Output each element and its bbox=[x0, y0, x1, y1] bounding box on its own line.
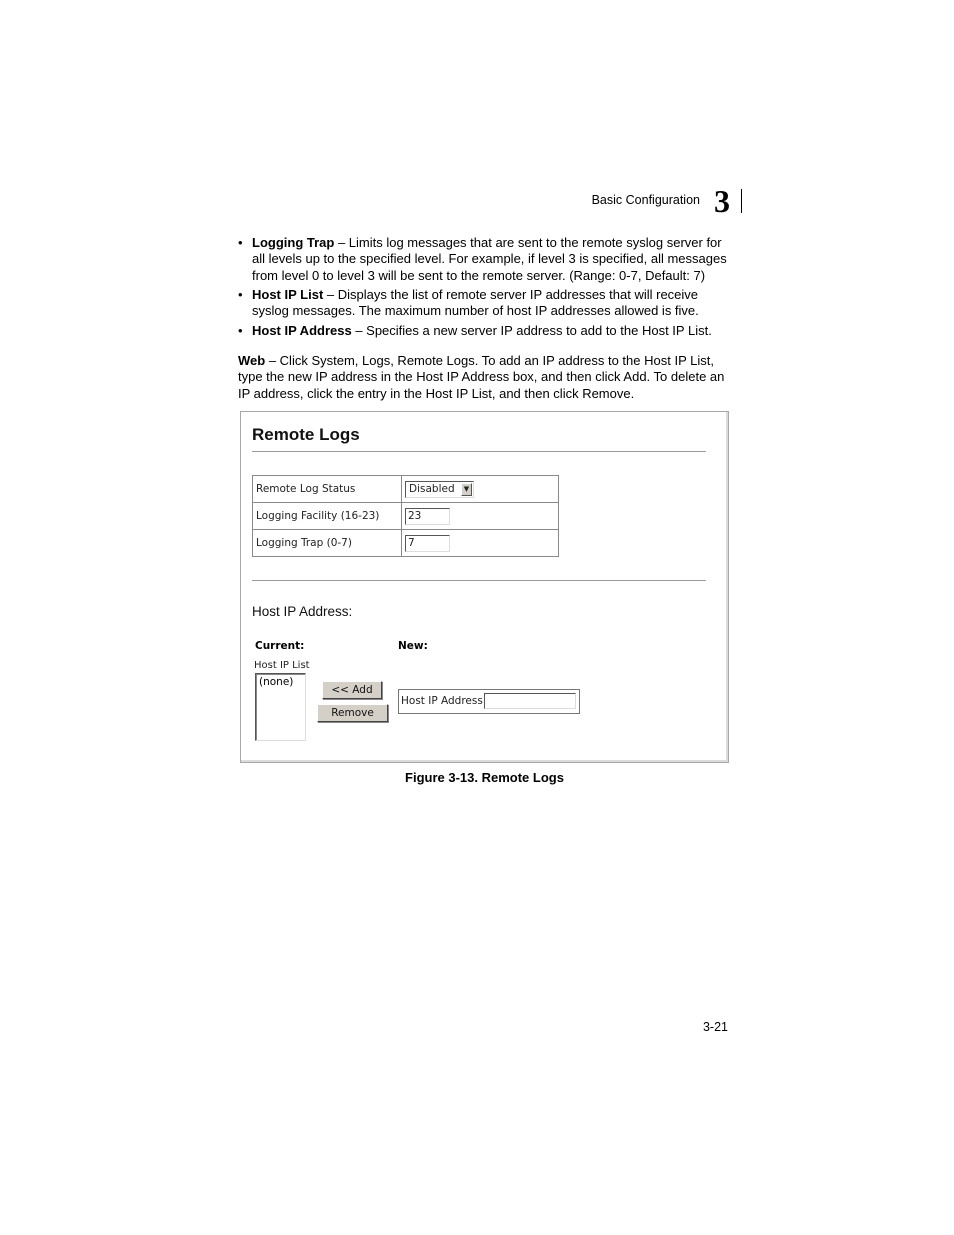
bullet-text: – Limits log messages that are sent to the remote syslog server for all levels up to the specified level. For example, if level 3 is specified, all messages from level 0 to level 3 will be sent to the remote server. (Range: 0-7, Default: 7) bbox=[252, 235, 727, 283]
bullet-host-ip-list bbox=[238, 287, 733, 320]
remote-logs-screenshot bbox=[240, 411, 729, 763]
section-divider bbox=[252, 580, 706, 581]
chevron-down-icon[interactable]: ▼ bbox=[461, 483, 472, 496]
running-header-title: Basic Configuration bbox=[591, 193, 700, 207]
remote-log-status-select[interactable] bbox=[405, 481, 474, 498]
host-section-title: Host IP Address: bbox=[252, 604, 353, 619]
bullet-term: Logging Trap bbox=[252, 235, 335, 250]
new-label: New: bbox=[398, 640, 428, 652]
web-text: – Click System, Logs, Remote Logs. To add an IP address to the Host IP List, type the new IP address in the Host IP Address box, and then click Add. To delete an IP address, click the entry in the Host IP List, and then click Remove. bbox=[238, 353, 725, 401]
page-number: 3-21 bbox=[702, 1020, 728, 1034]
bullet-dot: • bbox=[238, 235, 243, 250]
web-term: Web bbox=[238, 353, 266, 368]
header-divider bbox=[741, 189, 742, 213]
bullet-term: Host IP Address bbox=[252, 323, 352, 338]
logging-facility-input[interactable]: 23 bbox=[405, 508, 450, 525]
new-host-ip-group bbox=[398, 689, 580, 714]
bullet-dot: • bbox=[238, 287, 243, 302]
host-ip-address-label: Host IP Address bbox=[401, 695, 483, 707]
chapter-number: 3 bbox=[714, 183, 730, 219]
add-button[interactable]: << Add bbox=[322, 681, 382, 699]
logging-trap-input[interactable]: 7 bbox=[405, 535, 450, 552]
select-value: Disabled bbox=[409, 482, 455, 495]
bullet-text: – Displays the list of remote server IP addresses that will receive syslog messages. The maximum number of host IP addresses allowed is five. bbox=[252, 287, 699, 319]
figure-caption: Figure 3-13. Remote Logs bbox=[405, 770, 564, 785]
row-label: Logging Facility (16-23) bbox=[253, 503, 402, 530]
bullet-dot: • bbox=[238, 323, 243, 338]
table-row bbox=[253, 476, 559, 503]
row-label: Remote Log Status bbox=[253, 476, 402, 503]
table-row bbox=[253, 503, 559, 530]
row-value bbox=[402, 476, 559, 503]
bullet-text: – Specifies a new server IP address to add to the Host IP List. bbox=[351, 323, 712, 338]
list-item[interactable]: (none) bbox=[259, 676, 294, 688]
current-label: Current: bbox=[255, 640, 305, 652]
row-value bbox=[402, 530, 559, 557]
host-ip-address-input[interactable] bbox=[484, 693, 576, 709]
row-label: Logging Trap (0-7) bbox=[253, 530, 402, 557]
host-ip-list-label: Host IP List bbox=[254, 660, 310, 671]
title-divider bbox=[252, 451, 706, 452]
bullet-host-ip-address bbox=[238, 323, 733, 339]
panel-title: Remote Logs bbox=[252, 425, 360, 444]
bullet-term: Host IP List bbox=[252, 287, 324, 302]
bullet-logging-trap bbox=[238, 235, 733, 284]
web-instructions bbox=[238, 353, 733, 402]
host-ip-listbox[interactable] bbox=[255, 673, 306, 741]
settings-table bbox=[252, 475, 559, 557]
row-value bbox=[402, 503, 559, 530]
remove-button[interactable]: Remove bbox=[317, 704, 388, 722]
table-row bbox=[253, 530, 559, 557]
